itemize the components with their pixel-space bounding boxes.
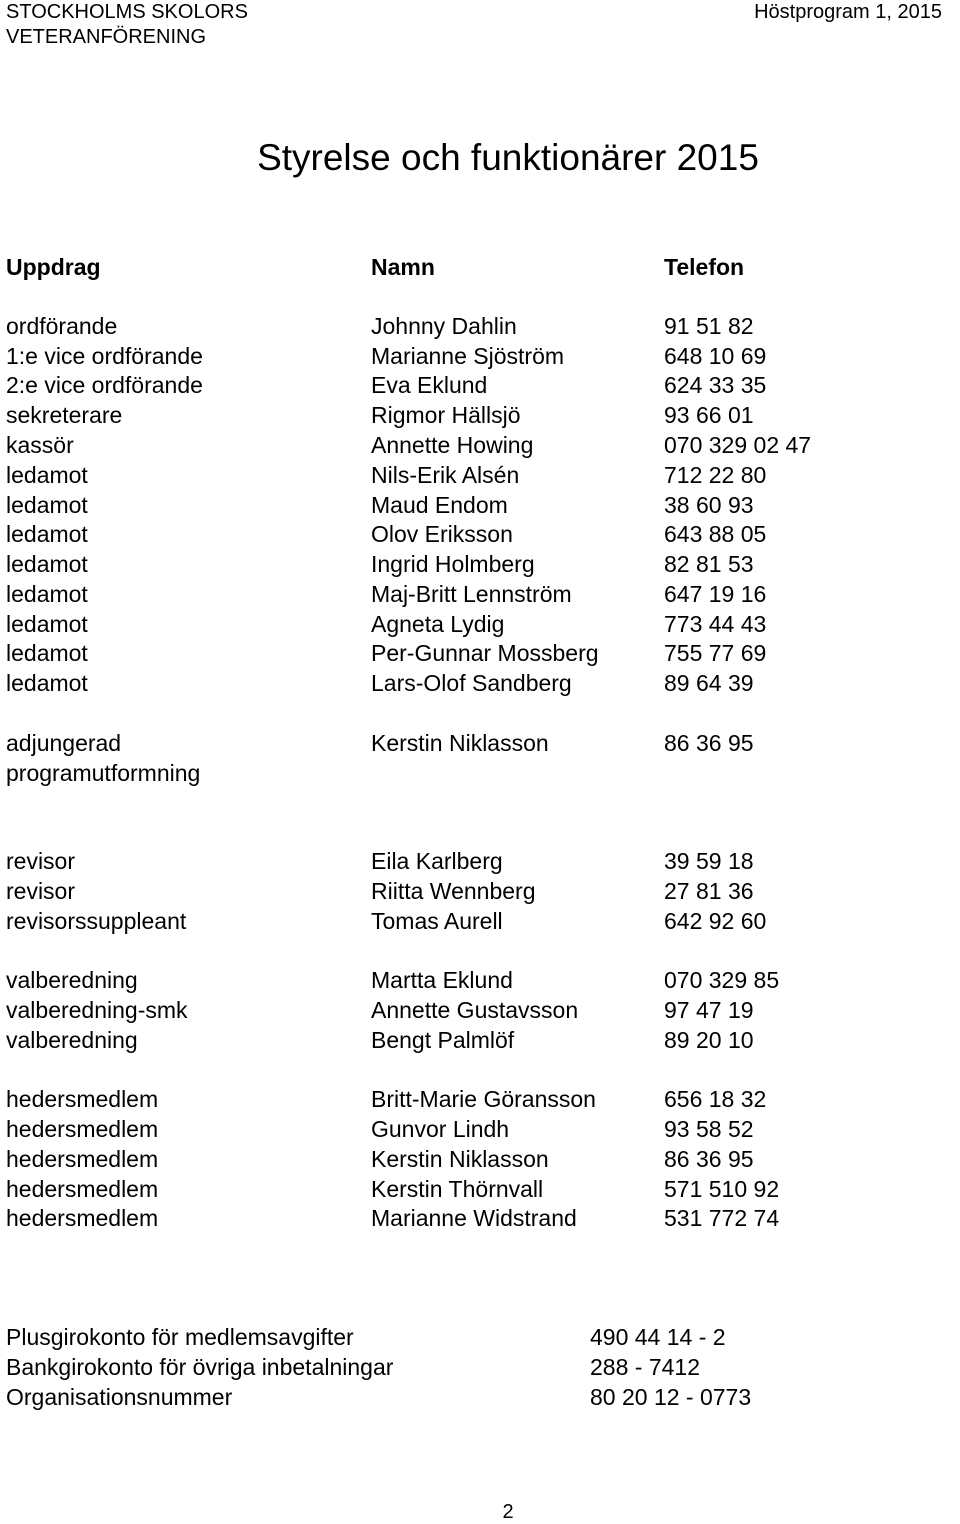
- name-cell: Marianne Sjöström: [371, 343, 565, 369]
- table-row: [0, 1114, 960, 1144]
- account-row: [0, 1322, 960, 1352]
- phone-cell: 82 81 53: [664, 551, 754, 577]
- role-cell: ledamot: [6, 492, 88, 518]
- phone-cell: 91 51 82: [664, 313, 754, 339]
- name-cell: Martta Eklund: [371, 967, 513, 993]
- role-cell: hedersmedlem: [6, 1086, 159, 1112]
- table-row: [0, 1174, 960, 1204]
- phone-cell: 070 329 02 47: [664, 432, 812, 458]
- name-cell: Olov Eriksson: [371, 521, 513, 547]
- phone-cell: 642 92 60: [664, 908, 767, 934]
- table-row: [0, 609, 960, 639]
- name-cell: Nils-Erik Alsén: [371, 462, 520, 488]
- role-cell: ordförande: [6, 313, 118, 339]
- name-cell: Rigmor Hällsjö: [371, 402, 521, 428]
- phone-cell: 97 47 19: [664, 997, 754, 1023]
- name-cell: Maud Endom: [371, 492, 508, 518]
- table-row: [0, 906, 960, 936]
- role-cell: ledamot: [6, 670, 88, 696]
- role-cell: revisor: [6, 878, 76, 904]
- table-row: [0, 668, 960, 698]
- phone-cell: 624 33 35: [664, 372, 767, 398]
- name-cell: Per-Gunnar Mossberg: [371, 640, 599, 666]
- role-cell: revisorssuppleant: [6, 908, 187, 934]
- name-cell: Lars-Olof Sandberg: [371, 670, 572, 696]
- name-cell: Kerstin Niklasson: [371, 730, 549, 756]
- role-cell: hedersmedlem: [6, 1176, 159, 1202]
- name-cell: Kerstin Niklasson: [371, 1146, 549, 1172]
- role-cell: revisor: [6, 848, 76, 874]
- phone-cell: 86 36 95: [664, 1146, 754, 1172]
- phone-cell: 89 20 10: [664, 1027, 754, 1053]
- role-cell: sekreterare: [6, 402, 123, 428]
- column-header-name: Namn: [371, 254, 435, 280]
- role-cell: ledamot: [6, 640, 88, 666]
- phone-cell: 93 66 01: [664, 402, 754, 428]
- org-line-1: STOCKHOLMS SKOLORS: [6, 1, 248, 23]
- name-cell: Gunvor Lindh: [371, 1116, 510, 1142]
- name-cell: Agneta Lydig: [371, 611, 505, 637]
- account-value: 80 20 12 - 0773: [590, 1384, 752, 1410]
- phone-cell: 647 19 16: [664, 581, 767, 607]
- phone-cell: 773 44 43: [664, 611, 767, 637]
- role-cell: 2:e vice ordförande: [6, 372, 203, 398]
- table-row: [0, 846, 960, 876]
- table-row: [0, 1203, 960, 1233]
- name-cell: Eva Eklund: [371, 372, 488, 398]
- name-cell: Annette Howing: [371, 432, 534, 458]
- column-header-role: Uppdrag: [6, 254, 101, 280]
- name-cell: Bengt Palmlöf: [371, 1027, 515, 1053]
- program-label: Höstprogram 1, 2015: [754, 1, 942, 23]
- role-cell: kassör: [6, 432, 74, 458]
- table-row: [0, 460, 960, 490]
- phone-cell: 39 59 18: [664, 848, 754, 874]
- account-label: Bankgirokonto för övriga inbetalningar: [6, 1354, 394, 1380]
- role-cell: hedersmedlem: [6, 1116, 159, 1142]
- account-label: Organisationsnummer: [6, 1384, 233, 1410]
- name-cell: Kerstin Thörnvall: [371, 1176, 544, 1202]
- account-label: Plusgirokonto för medlemsavgifter: [6, 1324, 354, 1350]
- phone-cell: 755 77 69: [664, 640, 767, 666]
- role-cell: ledamot: [6, 462, 88, 488]
- table-row: [0, 519, 960, 549]
- account-value: 490 44 14 - 2: [590, 1324, 726, 1350]
- name-cell: Riitta Wennberg: [371, 878, 536, 904]
- table-row: [0, 1025, 960, 1055]
- page-number: 2: [502, 1501, 514, 1523]
- phone-cell: 643 88 05: [664, 521, 767, 547]
- phone-cell: 712 22 80: [664, 462, 767, 488]
- role-cell: hedersmedlem: [6, 1205, 159, 1231]
- phone-cell: 93 58 52: [664, 1116, 754, 1142]
- page-title: Styrelse och funktionärer 2015: [257, 137, 759, 178]
- table-row: [0, 400, 960, 430]
- account-value: 288 - 7412: [590, 1354, 700, 1380]
- table-row: [0, 638, 960, 668]
- table-row: [0, 549, 960, 579]
- role-cell: valberedning: [6, 967, 138, 993]
- role-cell: hedersmedlem: [6, 1146, 159, 1172]
- table-row: [0, 579, 960, 609]
- table-row: [0, 876, 960, 906]
- phone-cell: 38 60 93: [664, 492, 754, 518]
- role-cell: ledamot: [6, 521, 88, 547]
- table-row: [0, 995, 960, 1025]
- name-cell: Johnny Dahlin: [371, 313, 517, 339]
- phone-cell: 27 81 36: [664, 878, 754, 904]
- account-row: [0, 1382, 960, 1412]
- adjunct-role-continuation: [0, 758, 960, 788]
- phone-cell: 531 772 74: [664, 1205, 780, 1231]
- role-cell: programutformning: [6, 760, 201, 786]
- table-row: [0, 1084, 960, 1114]
- organization-name: [6, 0, 248, 50]
- role-cell: ledamot: [6, 581, 88, 607]
- phone-cell: 070 329 85: [664, 967, 780, 993]
- name-cell: Britt-Marie Göransson: [371, 1086, 596, 1112]
- name-cell: Ingrid Holmberg: [371, 551, 535, 577]
- role-cell: adjungerad: [6, 730, 122, 756]
- table-row: [0, 341, 960, 371]
- table-row: [0, 490, 960, 520]
- name-cell: Tomas Aurell: [371, 908, 503, 934]
- column-header-phone: Telefon: [664, 254, 745, 280]
- table-row: [0, 1144, 960, 1174]
- name-cell: Annette Gustavsson: [371, 997, 579, 1023]
- account-row: [0, 1352, 960, 1382]
- name-cell: Maj-Britt Lennström: [371, 581, 572, 607]
- name-cell: Marianne Widstrand: [371, 1205, 577, 1231]
- table-row: [0, 370, 960, 400]
- role-cell: ledamot: [6, 551, 88, 577]
- role-cell: valberedning: [6, 1027, 138, 1053]
- table-row: [0, 430, 960, 460]
- table-row: [0, 311, 960, 341]
- role-cell: 1:e vice ordförande: [6, 343, 203, 369]
- phone-cell: 89 64 39: [664, 670, 754, 696]
- name-cell: Eila Karlberg: [371, 848, 503, 874]
- role-cell: ledamot: [6, 611, 88, 637]
- role-cell: valberedning-smk: [6, 997, 188, 1023]
- adjunct-row: [0, 728, 960, 758]
- org-line-2: VETERANFÖRENING: [6, 26, 207, 48]
- phone-cell: 648 10 69: [664, 343, 767, 369]
- phone-cell: 86 36 95: [664, 730, 754, 756]
- table-row: [0, 965, 960, 995]
- phone-cell: 656 18 32: [664, 1086, 767, 1112]
- phone-cell: 571 510 92: [664, 1176, 780, 1202]
